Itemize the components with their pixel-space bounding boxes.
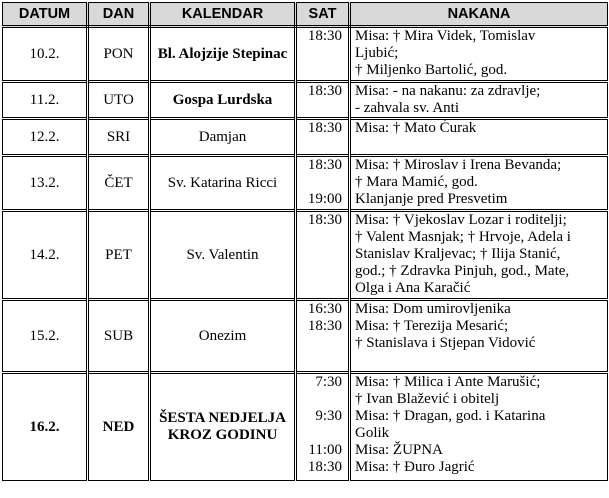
nakana-cell — [350, 82, 608, 119]
time-line — [297, 263, 342, 280]
day-cell: PET — [88, 211, 150, 300]
intention-line: Misa: † Mato Ćurak — [355, 120, 477, 136]
time-line: 18:30 — [307, 212, 342, 228]
time-line — [297, 280, 342, 297]
sat-cell — [296, 82, 350, 119]
time-line — [297, 62, 342, 79]
date-cell: 15.2. — [3, 300, 88, 373]
intention-line: Olga i Ana Karačić — [355, 280, 471, 296]
sat-cell — [296, 27, 350, 82]
intention-line: god.; † Zdravka Pinjuh, god., Mate, — [355, 263, 570, 279]
intention-line: Misa: - na nakanu: za zdravlje; — [355, 83, 541, 99]
intention-line: Misa: † Terezija Mesarić; — [355, 318, 509, 334]
header-kalendar: KALENDAR — [150, 3, 296, 27]
nakana-cell — [350, 373, 608, 481]
kalendar-cell: Bl. Alojzije Stepinac — [150, 27, 296, 82]
intention-line: Ljubić; — [355, 45, 399, 61]
intention-line: Misa: Dom umirovljenika — [355, 301, 511, 317]
intention-line: Misa: † Dragan, god. i Katarina — [355, 408, 546, 424]
day-cell: UTO — [88, 82, 150, 119]
kalendar-cell: Damjan — [150, 119, 296, 156]
time-line — [297, 100, 342, 117]
header-nakana: NAKANA — [350, 3, 608, 27]
kalendar-cell: Sv. Valentin — [150, 211, 296, 300]
day-cell: NED — [88, 373, 150, 481]
date-cell: 10.2. — [3, 27, 88, 82]
intention-line: Klanjanje pred Presvetim — [355, 191, 508, 207]
header-row — [3, 3, 608, 27]
date-cell: 13.2. — [3, 156, 88, 211]
date-cell: 11.2. — [3, 82, 88, 119]
intention-line: Misa: † Đuro Jagrić — [355, 459, 475, 475]
intention-line: † Stanislava i Stjepan Vidović — [355, 335, 536, 351]
intention-line: Golik — [355, 425, 390, 441]
time-line — [297, 45, 342, 62]
kalendar-cell: Gospa Lurdska — [150, 82, 296, 119]
kalendar-cell: ŠESTA NEDJELJA KROZ GODINU — [150, 373, 296, 481]
time-line: 18:30 — [307, 157, 342, 173]
time-line: 18:30 — [307, 459, 342, 475]
sat-cell — [296, 119, 350, 156]
intention-line: † Miljenko Bartolić, god. — [355, 62, 508, 78]
sat-cell — [296, 156, 350, 211]
intention-line: Misa: † Vjekoslav Lozar i roditelji; — [355, 212, 567, 228]
day-cell: SRI — [88, 119, 150, 156]
time-line: 19:00 — [307, 191, 342, 207]
sat-cell — [296, 300, 350, 373]
kalendar-cell: Sv. Katarina Ricci — [150, 156, 296, 211]
time-line — [297, 174, 342, 191]
time-line: 18:30 — [307, 83, 342, 99]
day-cell: PON — [88, 27, 150, 82]
nakana-cell — [350, 27, 608, 82]
day-cell: SUB — [88, 300, 150, 373]
nakana-cell — [350, 211, 608, 300]
intention-line: † Mara Mamić, god. — [355, 174, 478, 190]
time-line — [297, 246, 342, 263]
header-dan: DAN — [88, 3, 150, 27]
intention-line: † Valent Masnjak; † Hrvoje, Adela i — [355, 229, 571, 245]
table-row — [3, 211, 608, 300]
table-row — [3, 119, 608, 156]
table-row — [3, 156, 608, 211]
intention-line: Stanislav Kraljevac; † Ilija Stanić, — [355, 246, 561, 262]
nakana-cell — [350, 156, 608, 211]
table-row — [3, 27, 608, 82]
time-line — [297, 425, 342, 442]
nakana-cell — [350, 119, 608, 156]
header-datum: DATUM — [3, 3, 88, 27]
time-line: 18:30 — [307, 120, 342, 136]
sat-cell — [296, 211, 350, 300]
time-line: 9:30 — [315, 408, 342, 424]
time-line — [297, 335, 342, 352]
day-cell: ČET — [88, 156, 150, 211]
time-line: 16:30 — [307, 301, 342, 317]
intention-line: - zahvala sv. Anti — [355, 100, 459, 116]
table-row — [3, 300, 608, 373]
intention-line: † Ivan Blažević i obitelj — [355, 391, 500, 407]
intention-line: Misa: † Milica i Ante Marušić; — [355, 374, 541, 390]
intention-line: Misa: ŽUPNA — [355, 442, 443, 458]
table-row — [3, 82, 608, 119]
time-line: 18:30 — [307, 28, 342, 44]
sat-cell — [296, 373, 350, 481]
table-row — [3, 373, 608, 481]
mass-schedule-table — [2, 2, 608, 481]
date-cell: 16.2. — [3, 373, 88, 481]
time-line: 7:30 — [315, 374, 342, 390]
header-sat: SAT — [296, 3, 350, 27]
time-line — [297, 229, 342, 246]
nakana-cell — [350, 300, 608, 373]
intention-line: Misa: † Miroslav i Irena Bevanda; — [355, 157, 562, 173]
time-line: 18:30 — [307, 318, 342, 334]
time-line: 11:00 — [308, 442, 342, 458]
kalendar-cell: Onezim — [150, 300, 296, 373]
intention-line: Misa: † Mira Videk, Tomislav — [355, 28, 536, 44]
time-line — [297, 391, 342, 408]
date-cell: 12.2. — [3, 119, 88, 156]
date-cell: 14.2. — [3, 211, 88, 300]
